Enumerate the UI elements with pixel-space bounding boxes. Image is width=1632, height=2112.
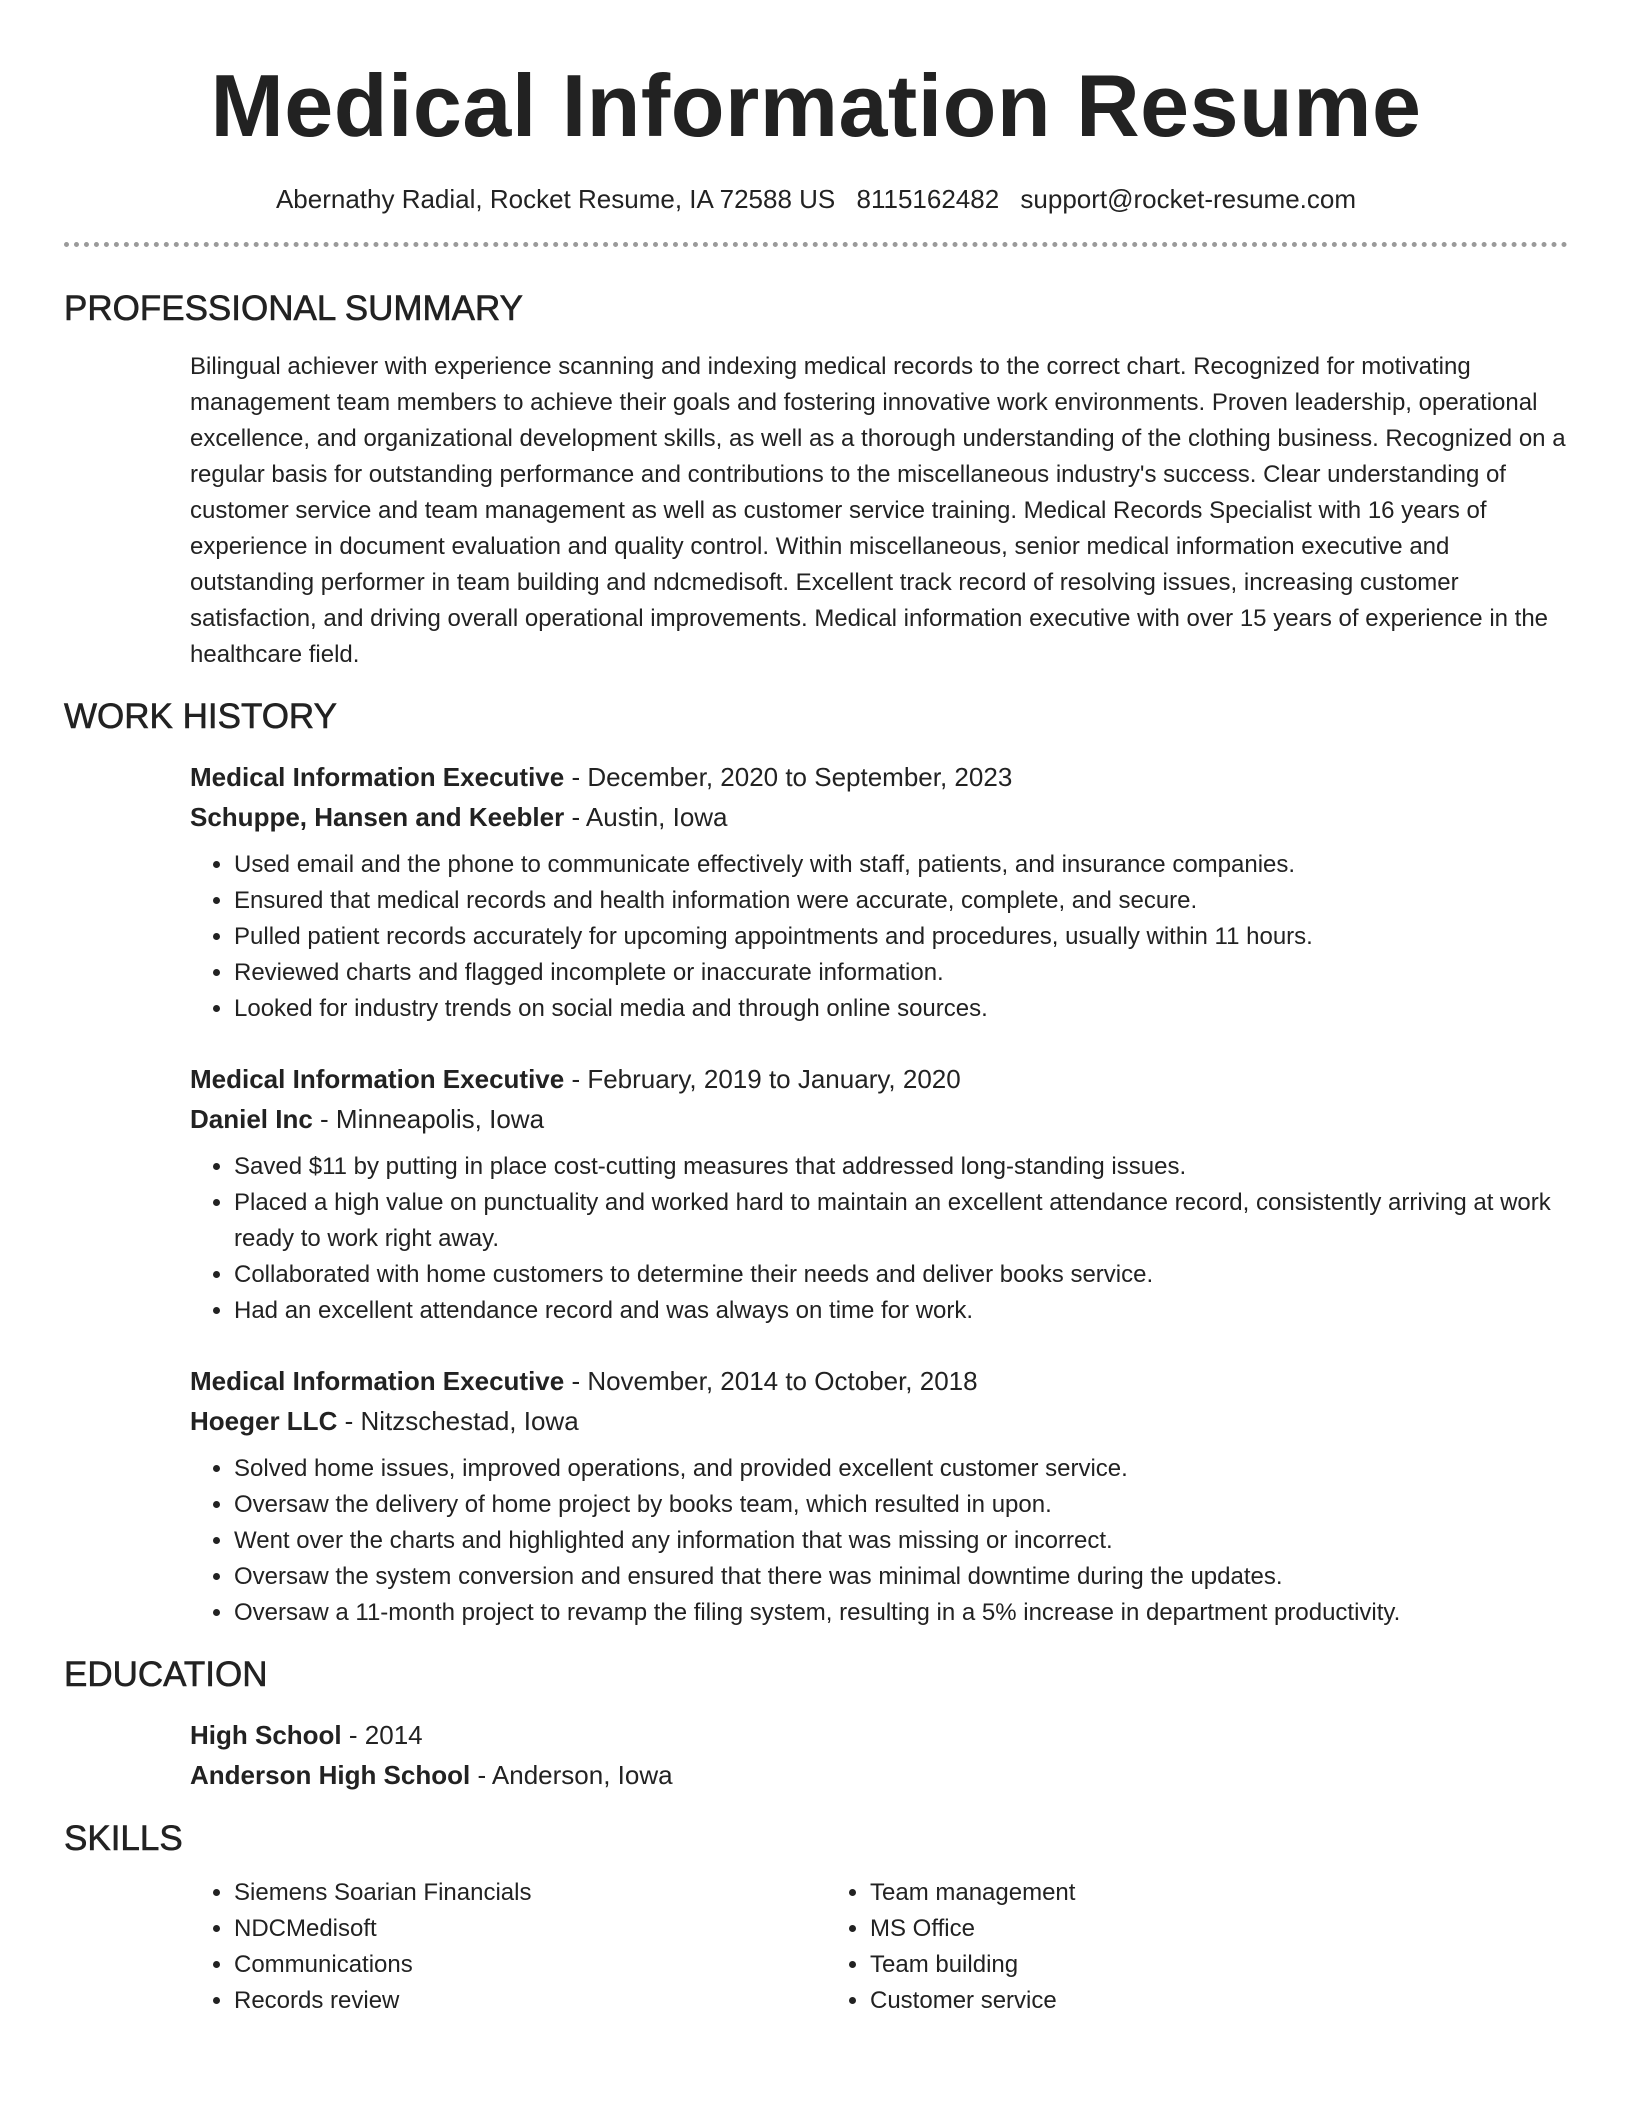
job-duty-item: • Oversaw a 11-month project to revamp the filing system, resulting in a 5% increase in department productivity. xyxy=(234,1595,1568,1631)
job-company-line xyxy=(190,1401,1568,1441)
job-title: Medical Information Executive xyxy=(190,1366,565,1396)
job-duty-item: • Solved home issues, improved operations, and provided excellent customer service. xyxy=(234,1451,1568,1487)
job-location: - Nitzschestad, Iowa xyxy=(337,1406,579,1436)
contact-phone: 8115162482 xyxy=(856,184,1000,214)
education-location: - Anderson, Iowa xyxy=(470,1760,673,1790)
education-heading: EDUCATION xyxy=(64,1655,268,1694)
job-entry xyxy=(190,1059,1568,1329)
job-duties-list xyxy=(190,847,1568,1027)
skill-item: • MS Office xyxy=(870,1911,1326,1947)
contact-address: Abernathy Radial, Rocket Resume, IA 72588 US xyxy=(275,184,836,214)
job-duty-item: • Oversaw the delivery of home project by books team, which resulted in upon. xyxy=(234,1487,1568,1523)
summary-text: Bilingual achiever with experience scanning and indexing medical records to the correct chart. Recognized for motivating management team members to achieve their goals and fostering innovative work environments. Proven leadership, operational excellence, and organizational development skills, as well as a thorough understanding of the clothing business. Recognized on a regular basis for outstanding performance and contributions to the miscellaneous industry's success. Clear understanding of customer service and team management as well as customer service training. Medical Records Specialist with 16 years of experience in document evaluation and quality control. Within miscellaneous, senior medical information executive and outstanding performer in team building and ndcmedisoft. Excellent track record of resolving issues, increasing customer satisfaction, and driving overall operational improvements. Medical information executive with over 15 years of experience in the healthcare field. xyxy=(190,353,1566,668)
skills-list-right xyxy=(826,1875,1326,2019)
job-duty-item: • Oversaw the system conversion and ensured that there was minimal downtime during the updates. xyxy=(234,1559,1568,1595)
job-location: - Minneapolis, Iowa xyxy=(312,1104,545,1134)
job-company-line xyxy=(190,1099,1568,1139)
skill-item: • NDCMedisoft xyxy=(234,1911,826,1947)
job-duty-item: • Placed a high value on punctuality and worked hard to maintain an excellent attendance record, consistently arriving at work ready to work right away. xyxy=(234,1185,1568,1257)
job-location: - Austin, Iowa xyxy=(564,802,728,832)
skill-item: • Team management xyxy=(870,1875,1326,1911)
job-duty-item: • Pulled patient records accurately for upcoming appointments and procedures, usually within 11 hours. xyxy=(234,919,1568,955)
work-history-section xyxy=(64,757,1568,1631)
skills-section xyxy=(64,1875,1568,2019)
job-entry xyxy=(190,757,1568,1027)
job-company: Daniel Inc xyxy=(190,1104,313,1134)
job-duties-list xyxy=(190,1451,1568,1631)
contact-line xyxy=(64,182,1568,216)
job-duty-item: • Collaborated with home customers to determine their needs and deliver books service. xyxy=(234,1257,1568,1293)
skills-grid xyxy=(190,1875,1568,2019)
job-company-line xyxy=(190,797,1568,837)
job-duty-item: • Used email and the phone to communicate effectively with staff, patients, and insurance companies. xyxy=(234,847,1568,883)
skills-heading: SKILLS xyxy=(64,1819,183,1858)
job-dates: - February, 2019 to January, 2020 xyxy=(564,1064,961,1094)
work-history-heading: WORK HISTORY xyxy=(64,697,337,736)
education-degree-line xyxy=(190,1715,1568,1755)
job-title-line xyxy=(190,1361,1568,1401)
skill-item: • Siemens Soarian Financials xyxy=(234,1875,826,1911)
job-title: Medical Information Executive xyxy=(190,762,565,792)
summary-section xyxy=(64,349,1568,673)
job-company: Hoeger LLC xyxy=(190,1406,338,1436)
education-school: Anderson High School xyxy=(190,1760,471,1790)
skill-item: • Team building xyxy=(870,1947,1326,1983)
job-duty-item: • Had an excellent attendance record and was always on time for work. xyxy=(234,1293,1568,1329)
header-divider xyxy=(64,242,1568,247)
resume-title: Medical Information Resume xyxy=(210,56,1422,155)
job-duty-item: • Went over the charts and highlighted any information that was missing or incorrect. xyxy=(234,1523,1568,1559)
education-section xyxy=(64,1715,1568,1795)
job-entry xyxy=(190,1361,1568,1631)
education-degree: High School xyxy=(190,1720,342,1750)
job-duties-list xyxy=(190,1149,1568,1329)
job-company: Schuppe, Hansen and Keebler xyxy=(190,802,565,832)
job-title: Medical Information Executive xyxy=(190,1064,565,1094)
summary-heading: PROFESSIONAL SUMMARY xyxy=(64,289,523,328)
job-duty-item: • Reviewed charts and flagged incomplete or inaccurate information. xyxy=(234,955,1568,991)
skill-item: • Communications xyxy=(234,1947,826,1983)
job-duty-item: • Looked for industry trends on social media and through online sources. xyxy=(234,991,1568,1027)
contact-email: support@rocket-resume.com xyxy=(1020,184,1357,214)
job-title-line xyxy=(190,1059,1568,1099)
job-dates: - November, 2014 to October, 2018 xyxy=(564,1366,978,1396)
job-dates: - December, 2020 to September, 2023 xyxy=(564,762,1013,792)
job-title-line xyxy=(190,757,1568,797)
skill-item: • Records review xyxy=(234,1983,826,2019)
education-year: - 2014 xyxy=(341,1720,423,1750)
skills-list-left xyxy=(190,1875,826,2019)
job-duty-item: • Ensured that medical records and health information were accurate, complete, and secure. xyxy=(234,883,1568,919)
education-school-line xyxy=(190,1755,1568,1795)
skill-item: • Customer service xyxy=(870,1983,1326,2019)
job-duty-item: • Saved $11 by putting in place cost-cutting measures that addressed long-standing issues. xyxy=(234,1149,1568,1185)
